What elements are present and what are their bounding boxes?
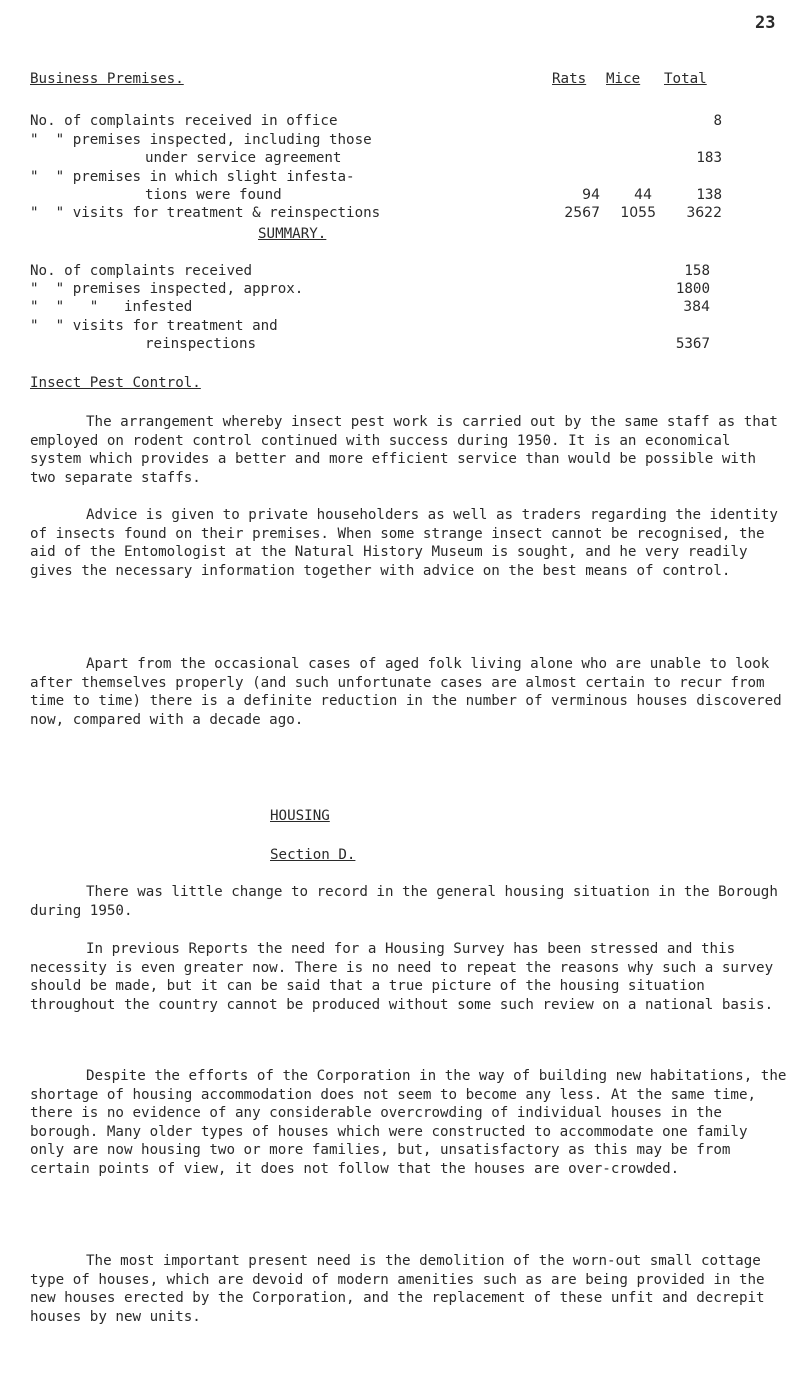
- section-heading: Section D.: [270, 847, 356, 863]
- business-row-total: 8: [713, 113, 722, 129]
- business-row-label: " " premises inspected, including those: [30, 132, 372, 148]
- business-row-label-cont: under service agreement: [145, 150, 342, 166]
- page-number: 23: [755, 13, 776, 33]
- summary-row-value: 5367: [675, 336, 710, 352]
- business-row-total: 138: [696, 187, 722, 203]
- insect-paragraph: Apart from the occasional cases of aged folk living alone who are unable to look after themselves properly (and such unfortunate cases are almost certain to recur from time to time) there is a definite reduction in the number of verminous houses discovered now, compared with a decade ago.: [30, 656, 782, 728]
- insect-pest-control-heading: Insect Pest Control.: [30, 375, 201, 391]
- business-row-label: " " premises in which slight infesta-: [30, 169, 355, 185]
- summary-heading: SUMMARY.: [258, 226, 327, 242]
- summary-row-value: 158: [684, 263, 710, 279]
- business-row-mice: 44: [634, 187, 652, 203]
- housing-heading: HOUSING: [270, 808, 330, 824]
- insect-paragraph: The arrangement whereby insect pest work is carried out by the same staff as that employed on rodent control continued with success during 1950. It is an economical system which provides a better and more efficient service than would be possible with two separate staffs.: [30, 414, 778, 486]
- housing-paragraph: In previous Reports the need for a Housing Survey has been stressed and this necessity is even greater now. There is no need to repeat the reasons why such a survey should be made, but it can be said that a true picture of the housing situation throughout the country cannot be produced without some such review on a national basis.: [30, 941, 774, 1013]
- summary-row-label: " " visits for treatment and: [30, 318, 278, 334]
- summary-row-label-cont: reinspections: [145, 336, 257, 352]
- column-header-rats: Rats: [552, 71, 587, 87]
- housing-paragraph: Despite the efforts of the Corporation in the way of building new habitations, the shortage of housing accommodation does not seem to become any less. At the same time, there is no evidence of any considerable overcrowding of individual houses in the borough. Many older types of houses which were constructed to accommodate one family only are now housing two or more families, but, unsatisfactory as this may be from certain points of view, it does not follow that the houses are over-crowded.: [30, 1068, 787, 1177]
- summary-row-value: 384: [683, 299, 710, 315]
- insect-paragraph: Advice is given to private householders as well as traders regarding the identity of insects found on their premises. When some strange insect cannot be recognised, the aid of the Entomologist at the Natural History Museum is sought, and he very readily gives the necessary information together with advice on the best means of control.: [30, 507, 778, 579]
- housing-paragraph: The most important present need is the demolition of the worn-out small cottage type of houses, which are devoid of modern amenities such as are being provided in the new houses erected by the Corporation, and the replacement of these unfit and decrepit houses by new units.: [30, 1253, 765, 1325]
- business-row-label-cont: tions were found: [145, 187, 282, 203]
- business-row-total: 3622: [686, 205, 722, 221]
- business-row-label: " " visits for treatment & reinspections: [30, 205, 381, 221]
- business-row-label: No. of complaints received in office: [30, 113, 338, 129]
- business-premises-heading: Business Premises.: [30, 71, 184, 87]
- business-row-rats: 2567: [564, 205, 600, 221]
- summary-row-value: 1800: [675, 281, 710, 297]
- column-header-mice: Mice: [606, 71, 641, 87]
- business-row-mice: 1055: [620, 205, 656, 221]
- summary-row-label: " " premises inspected, approx.: [30, 281, 304, 297]
- business-row-total: 183: [696, 150, 722, 166]
- column-header-total: Total: [664, 71, 707, 87]
- summary-row-label: " " " infested: [30, 299, 193, 315]
- summary-row-label: No. of complaints received: [30, 263, 253, 279]
- housing-paragraph: There was little change to record in the general housing situation in the Borough during 1950.: [30, 884, 778, 919]
- business-row-rats: 94: [582, 187, 600, 203]
